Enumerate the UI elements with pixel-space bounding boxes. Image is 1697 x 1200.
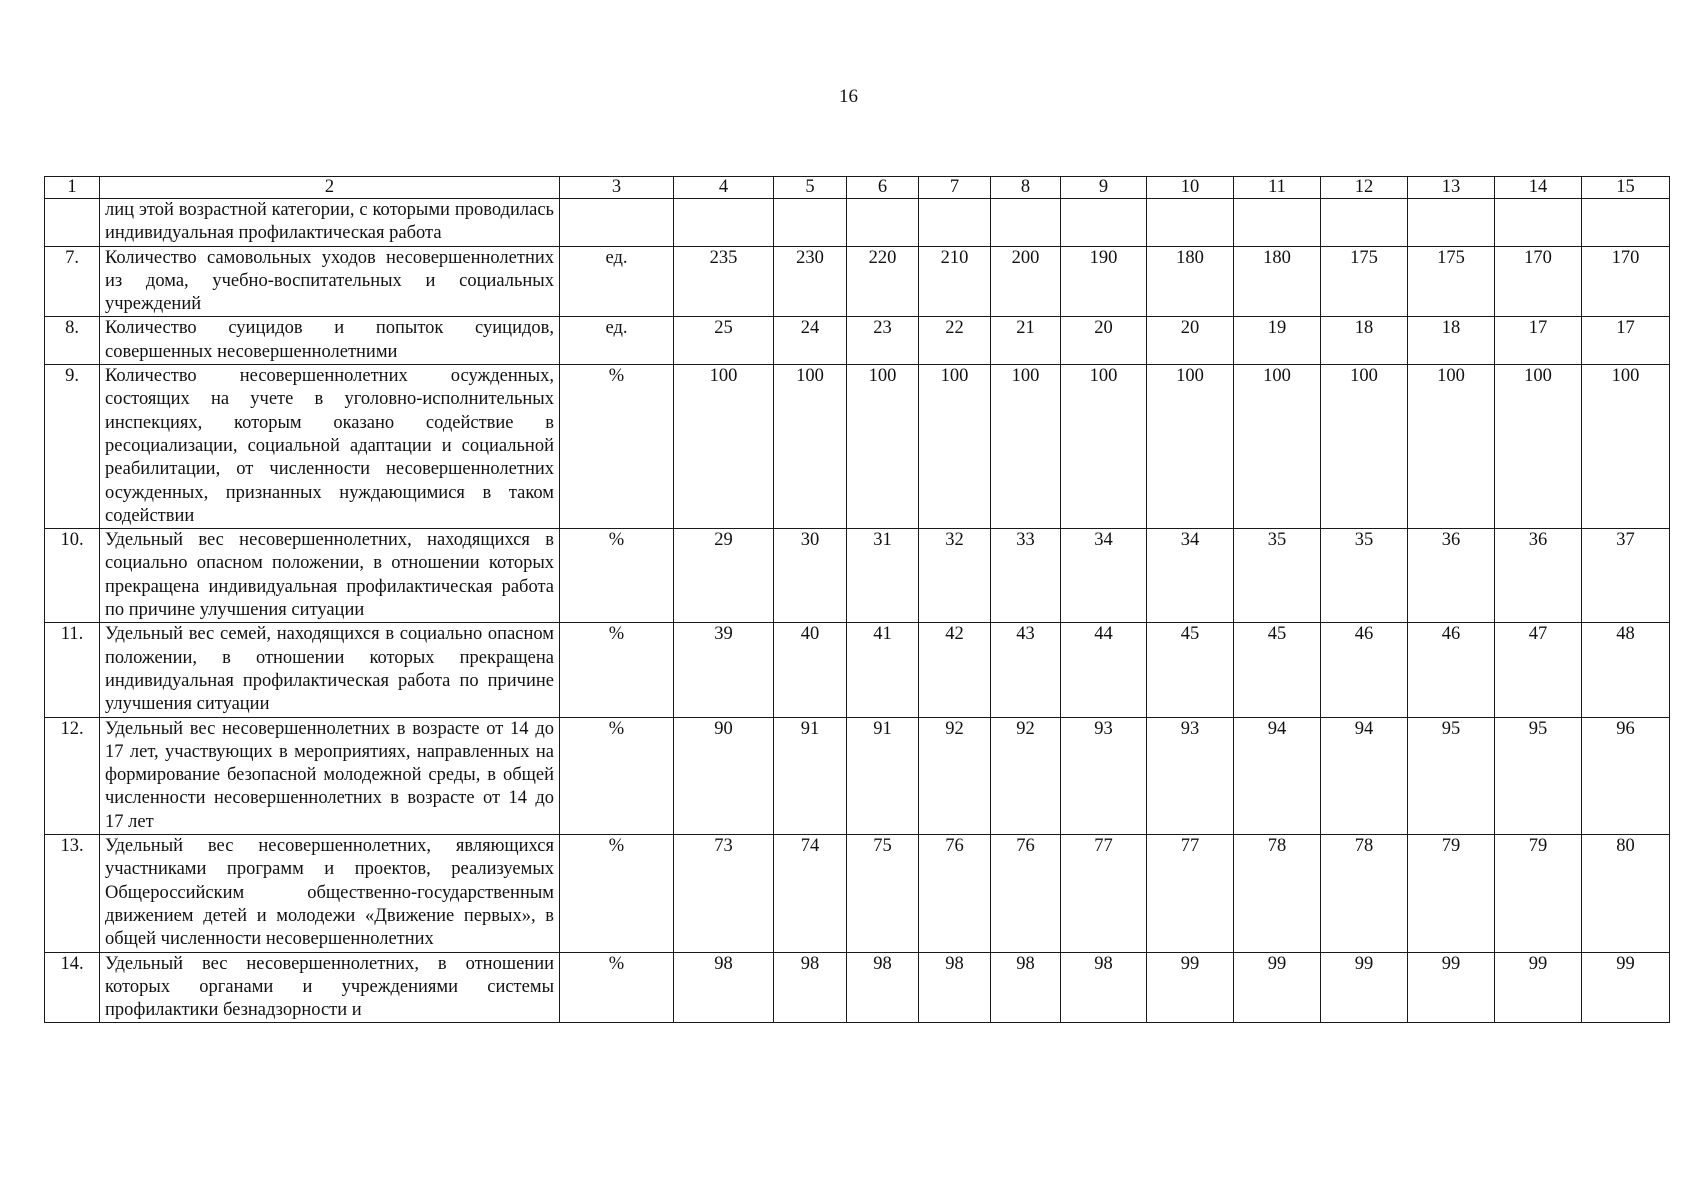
row-number: 14. bbox=[45, 952, 100, 1023]
value-cell: 47 bbox=[1495, 623, 1582, 717]
row-number bbox=[45, 199, 100, 247]
value-cell: 100 bbox=[991, 365, 1061, 529]
value-cell: 235 bbox=[674, 246, 774, 317]
value-cell: 92 bbox=[991, 717, 1061, 834]
header-cell: 1 bbox=[45, 177, 100, 199]
value-cell: 230 bbox=[774, 246, 847, 317]
indicator-description: Удельный вес несовершеннолетних, в отношении которых органами и учреждениями системы профилактики безнадзорности и bbox=[100, 952, 560, 1023]
value-cell: 78 bbox=[1321, 835, 1408, 952]
value-cell: 95 bbox=[1495, 717, 1582, 834]
value-cell: 34 bbox=[1147, 529, 1234, 623]
value-cell: 100 bbox=[1582, 365, 1670, 529]
row-number: 7. bbox=[45, 246, 100, 317]
value-cell: 79 bbox=[1495, 835, 1582, 952]
header-cell: 10 bbox=[1147, 177, 1234, 199]
value-cell: 93 bbox=[1147, 717, 1234, 834]
value-cell: 35 bbox=[1321, 529, 1408, 623]
value-cell: 170 bbox=[1495, 246, 1582, 317]
value-cell: 95 bbox=[1408, 717, 1495, 834]
value-cell: 17 bbox=[1582, 317, 1670, 365]
value-cell: 98 bbox=[1061, 952, 1147, 1023]
header-cell: 3 bbox=[560, 177, 674, 199]
value-cell: 100 bbox=[674, 365, 774, 529]
header-cell: 9 bbox=[1061, 177, 1147, 199]
indicator-description: Удельный вес несовершеннолетних, находящихся в социально опасном положении, в отношении которых прекращена индивидуальная профилактическая работа по причине улучшения ситуации bbox=[100, 529, 560, 623]
value-cell: 100 bbox=[1147, 365, 1234, 529]
value-cell: 100 bbox=[1234, 365, 1321, 529]
value-cell: 29 bbox=[674, 529, 774, 623]
value-cell bbox=[847, 199, 919, 247]
value-cell: 42 bbox=[919, 623, 991, 717]
unit-cell: % bbox=[560, 623, 674, 717]
row-number: 11. bbox=[45, 623, 100, 717]
value-cell: 18 bbox=[1408, 317, 1495, 365]
value-cell: 175 bbox=[1321, 246, 1408, 317]
value-cell: 100 bbox=[847, 365, 919, 529]
value-cell: 45 bbox=[1147, 623, 1234, 717]
value-cell: 100 bbox=[1408, 365, 1495, 529]
value-cell: 94 bbox=[1321, 717, 1408, 834]
value-cell bbox=[1147, 199, 1234, 247]
value-cell: 46 bbox=[1321, 623, 1408, 717]
value-cell bbox=[919, 199, 991, 247]
value-cell: 20 bbox=[1147, 317, 1234, 365]
unit-cell: % bbox=[560, 952, 674, 1023]
value-cell: 33 bbox=[991, 529, 1061, 623]
value-cell: 31 bbox=[847, 529, 919, 623]
value-cell: 48 bbox=[1582, 623, 1670, 717]
value-cell: 100 bbox=[919, 365, 991, 529]
value-cell: 100 bbox=[1321, 365, 1408, 529]
value-cell: 98 bbox=[919, 952, 991, 1023]
row-number: 10. bbox=[45, 529, 100, 623]
indicator-description: Количество несовершеннолетних осужденных, состоящих на учете в уголовно-исполнительных инспекциях, которым оказано содействие в ресоциализации, социальной адаптации и социальной реабилитации, от численности несовершеннолетних осужденных, признанных нуждающимися в таком содействии bbox=[100, 365, 560, 529]
header-cell: 6 bbox=[847, 177, 919, 199]
value-cell bbox=[1495, 199, 1582, 247]
value-cell: 25 bbox=[674, 317, 774, 365]
unit-cell: % bbox=[560, 717, 674, 834]
header-cell: 14 bbox=[1495, 177, 1582, 199]
value-cell: 41 bbox=[847, 623, 919, 717]
indicator-description: Удельный вес семей, находящихся в социально опасном положении, в отношении которых прекращена индивидуальная профилактическая работа по причине улучшения ситуации bbox=[100, 623, 560, 717]
value-cell: 43 bbox=[991, 623, 1061, 717]
value-cell: 77 bbox=[1147, 835, 1234, 952]
table-row bbox=[45, 835, 1670, 952]
value-cell: 75 bbox=[847, 835, 919, 952]
value-cell: 92 bbox=[919, 717, 991, 834]
value-cell: 180 bbox=[1147, 246, 1234, 317]
value-cell: 80 bbox=[1582, 835, 1670, 952]
value-cell: 32 bbox=[919, 529, 991, 623]
value-cell: 99 bbox=[1408, 952, 1495, 1023]
value-cell bbox=[1408, 199, 1495, 247]
header-cell: 2 bbox=[100, 177, 560, 199]
indicator-description: лиц этой возрастной категории, с которыми проводилась индивидуальная профилактическая работа bbox=[100, 199, 560, 247]
value-cell: 74 bbox=[774, 835, 847, 952]
value-cell: 45 bbox=[1234, 623, 1321, 717]
indicator-description: Удельный вес несовершеннолетних, являющихся участниками программ и проектов, реализуемых Общероссийским общественно-государственным движением детей и молодежи «Движение первых», в общей численности несовершеннолетних bbox=[100, 835, 560, 952]
value-cell: 37 bbox=[1582, 529, 1670, 623]
value-cell: 78 bbox=[1234, 835, 1321, 952]
indicators-table bbox=[44, 176, 1670, 1023]
row-number: 13. bbox=[45, 835, 100, 952]
value-cell: 99 bbox=[1321, 952, 1408, 1023]
header-cell: 15 bbox=[1582, 177, 1670, 199]
value-cell: 30 bbox=[774, 529, 847, 623]
value-cell: 79 bbox=[1408, 835, 1495, 952]
row-number: 9. bbox=[45, 365, 100, 529]
value-cell: 76 bbox=[919, 835, 991, 952]
table-row bbox=[45, 623, 1670, 717]
indicator-description: Удельный вес несовершеннолетних в возрасте от 14 до 17 лет, участвующих в мероприятиях, направленных на формирование безопасной молодежной среды, в общей численности несовершеннолетних в возрасте от 14 до 17 лет bbox=[100, 717, 560, 834]
table-row bbox=[45, 717, 1670, 834]
value-cell: 91 bbox=[847, 717, 919, 834]
value-cell bbox=[1061, 199, 1147, 247]
value-cell: 100 bbox=[1061, 365, 1147, 529]
indicator-description: Количество суицидов и попыток суицидов, совершенных несовершеннолетними bbox=[100, 317, 560, 365]
value-cell: 35 bbox=[1234, 529, 1321, 623]
unit-cell: % bbox=[560, 529, 674, 623]
table-row bbox=[45, 199, 1670, 247]
value-cell: 46 bbox=[1408, 623, 1495, 717]
value-cell: 36 bbox=[1495, 529, 1582, 623]
unit-cell: % bbox=[560, 365, 674, 529]
value-cell: 44 bbox=[1061, 623, 1147, 717]
value-cell: 77 bbox=[1061, 835, 1147, 952]
header-cell: 11 bbox=[1234, 177, 1321, 199]
value-cell bbox=[1234, 199, 1321, 247]
value-cell: 23 bbox=[847, 317, 919, 365]
value-cell: 94 bbox=[1234, 717, 1321, 834]
unit-cell: ед. bbox=[560, 317, 674, 365]
value-cell: 99 bbox=[1147, 952, 1234, 1023]
value-cell: 17 bbox=[1495, 317, 1582, 365]
header-cell: 7 bbox=[919, 177, 991, 199]
value-cell: 100 bbox=[1495, 365, 1582, 529]
table-row bbox=[45, 365, 1670, 529]
unit-cell: ед. bbox=[560, 246, 674, 317]
value-cell: 90 bbox=[674, 717, 774, 834]
value-cell: 98 bbox=[774, 952, 847, 1023]
value-cell: 180 bbox=[1234, 246, 1321, 317]
value-cell: 93 bbox=[1061, 717, 1147, 834]
value-cell: 99 bbox=[1234, 952, 1321, 1023]
value-cell: 21 bbox=[991, 317, 1061, 365]
value-cell: 99 bbox=[1495, 952, 1582, 1023]
value-cell bbox=[1582, 199, 1670, 247]
table-row bbox=[45, 952, 1670, 1023]
value-cell: 39 bbox=[674, 623, 774, 717]
value-cell bbox=[774, 199, 847, 247]
unit-cell: % bbox=[560, 835, 674, 952]
value-cell: 210 bbox=[919, 246, 991, 317]
value-cell: 98 bbox=[674, 952, 774, 1023]
header-cell: 4 bbox=[674, 177, 774, 199]
value-cell: 18 bbox=[1321, 317, 1408, 365]
value-cell: 220 bbox=[847, 246, 919, 317]
value-cell: 34 bbox=[1061, 529, 1147, 623]
value-cell bbox=[674, 199, 774, 247]
value-cell: 19 bbox=[1234, 317, 1321, 365]
row-number: 12. bbox=[45, 717, 100, 834]
value-cell: 91 bbox=[774, 717, 847, 834]
value-cell bbox=[991, 199, 1061, 247]
value-cell: 175 bbox=[1408, 246, 1495, 317]
value-cell: 96 bbox=[1582, 717, 1670, 834]
value-cell: 22 bbox=[919, 317, 991, 365]
value-cell: 100 bbox=[774, 365, 847, 529]
value-cell: 24 bbox=[774, 317, 847, 365]
table-row bbox=[45, 246, 1670, 317]
value-cell: 40 bbox=[774, 623, 847, 717]
value-cell: 200 bbox=[991, 246, 1061, 317]
value-cell: 170 bbox=[1582, 246, 1670, 317]
value-cell: 73 bbox=[674, 835, 774, 952]
value-cell: 98 bbox=[847, 952, 919, 1023]
unit-cell bbox=[560, 199, 674, 247]
header-row bbox=[45, 177, 1670, 199]
value-cell: 98 bbox=[991, 952, 1061, 1023]
value-cell bbox=[1321, 199, 1408, 247]
value-cell: 99 bbox=[1582, 952, 1670, 1023]
table-row bbox=[45, 317, 1670, 365]
indicator-description: Количество самовольных уходов несовершеннолетних из дома, учебно-воспитательных и социальных учреждений bbox=[100, 246, 560, 317]
header-cell: 5 bbox=[774, 177, 847, 199]
value-cell: 76 bbox=[991, 835, 1061, 952]
header-cell: 13 bbox=[1408, 177, 1495, 199]
header-cell: 12 bbox=[1321, 177, 1408, 199]
value-cell: 20 bbox=[1061, 317, 1147, 365]
value-cell: 36 bbox=[1408, 529, 1495, 623]
page-number: 16 bbox=[839, 86, 858, 107]
header-cell: 8 bbox=[991, 177, 1061, 199]
row-number: 8. bbox=[45, 317, 100, 365]
table-row bbox=[45, 529, 1670, 623]
value-cell: 190 bbox=[1061, 246, 1147, 317]
